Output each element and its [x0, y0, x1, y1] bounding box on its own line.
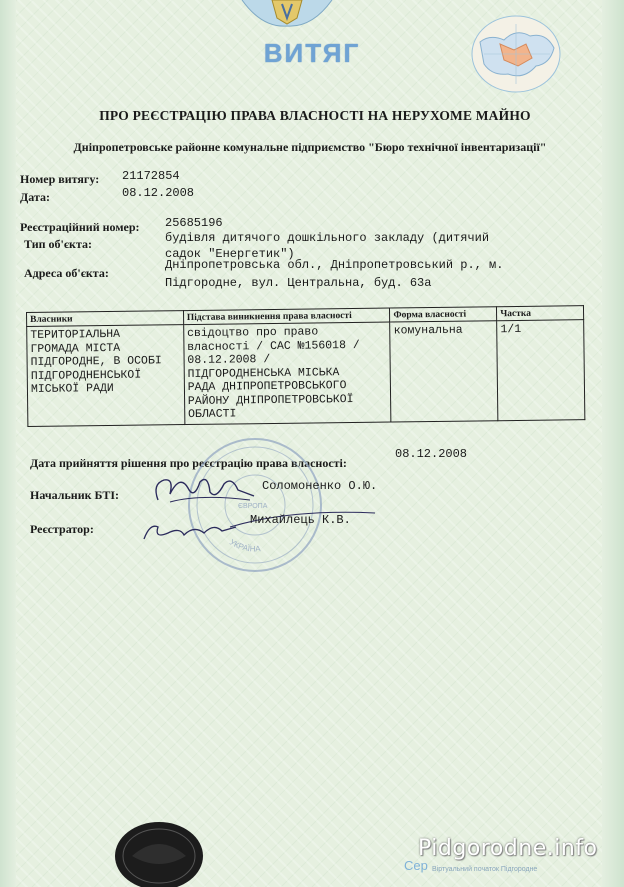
object-type-line-2: садок "Енергетик") [165, 247, 295, 261]
owner-line: МІСЬКОЇ РАДИ [30, 381, 114, 396]
share-cell: 1/1 [497, 320, 585, 421]
owner-line: ГРОМАДА МІСТА [30, 341, 121, 356]
basis-line: ОБЛАСТІ [187, 407, 237, 422]
basis-line: свідоцтво про право [186, 325, 319, 341]
ownership-form-cell: комунальна [390, 321, 498, 422]
object-address-line-1: Дніпропетровська обл., Дніпропетровський р., м. [165, 258, 504, 272]
registrar-label: Реєстратор: [30, 522, 94, 536]
document-heading: ПРО РЕЄСТРАЦІЮ ПРАВА ВЛАСНОСТІ НА НЕРУХОМЕ МАЙНО [99, 108, 531, 123]
header-share: Частка [497, 306, 584, 321]
extract-date-label: Дата: [20, 190, 50, 204]
decision-date-label: Дата прийняття рішення про реєстрацію права власності: [30, 456, 347, 470]
owner-line: ТЕРИТОРІАЛЬНА [30, 327, 121, 342]
document-title: ВИТЯГ [263, 38, 361, 68]
registration-number-label: Реєстраційний номер: [20, 220, 140, 234]
left-page-edge [0, 0, 16, 887]
head-bti-name: Соломоненко О.Ю. [262, 479, 378, 493]
basis-line: РАЙОНУ ДНІПРОПЕТРОВСЬКОЇ [187, 392, 354, 408]
table-row [27, 320, 585, 426]
owners-table [26, 305, 585, 426]
object-address-line-2: Підгородне, вул. Центральна, буд. 63а [165, 276, 432, 290]
object-type-line-1: будівля дитячого дошкільного закладу (дитячий [165, 231, 490, 245]
extract-date-value: 08.12.2008 [122, 186, 195, 200]
header-owners: Власники [27, 311, 184, 327]
footer-small-text: Віртуальний початок Підгородне [432, 866, 538, 873]
header-ownership-form: Форма власності [390, 307, 497, 322]
stamp-country-text: УКРАЇНА [227, 537, 261, 554]
owner-line: ПІДГОРОДНЕНСЬКОЇ [30, 368, 142, 383]
owner-line: ПІДГОРОДНЕ, В ОСОБІ [30, 354, 162, 369]
head-bti-label: Начальник БТІ: [30, 488, 119, 502]
basis-line: ПІДГОРОДНЕНСЬКА МІСЬКА [187, 365, 340, 381]
footer-seal-letters: Сер [404, 858, 428, 873]
extract-number-value: 21172854 [122, 169, 180, 183]
header-basis: Підстава виникнення права власності [183, 308, 390, 325]
basis-line: 08.12.2008 / [187, 353, 271, 368]
ornament-emblem-icon [232, 0, 342, 30]
site-watermark: Pidgorodne.info [418, 836, 598, 861]
basis-line: РАДА ДНІПРОПЕТРОВСЬКОГО [187, 379, 347, 395]
organization-name: Дніпропетровське районне комунальне підприємство "Бюро технічної інвентаризації" [73, 140, 547, 154]
registrar-name: Михайлець К.В. [250, 513, 351, 527]
basis-cell [183, 322, 391, 424]
hologram-seal-icon [112, 812, 206, 887]
owner-cell [27, 325, 185, 426]
object-address-label: Адреса об'єкта: [24, 266, 109, 280]
extract-number-label: Номер витягу: [20, 172, 100, 186]
basis-line: власності / САС №156018 / [187, 338, 360, 354]
object-type-label: Тип об'єкта: [24, 237, 93, 251]
right-page-edge [602, 0, 624, 887]
registration-number-value: 25685196 [165, 216, 223, 230]
stamp-center-text: ЄВРОПА [238, 503, 268, 510]
decision-date-value: 08.12.2008 [395, 447, 468, 461]
head-signature-icon [150, 470, 260, 510]
